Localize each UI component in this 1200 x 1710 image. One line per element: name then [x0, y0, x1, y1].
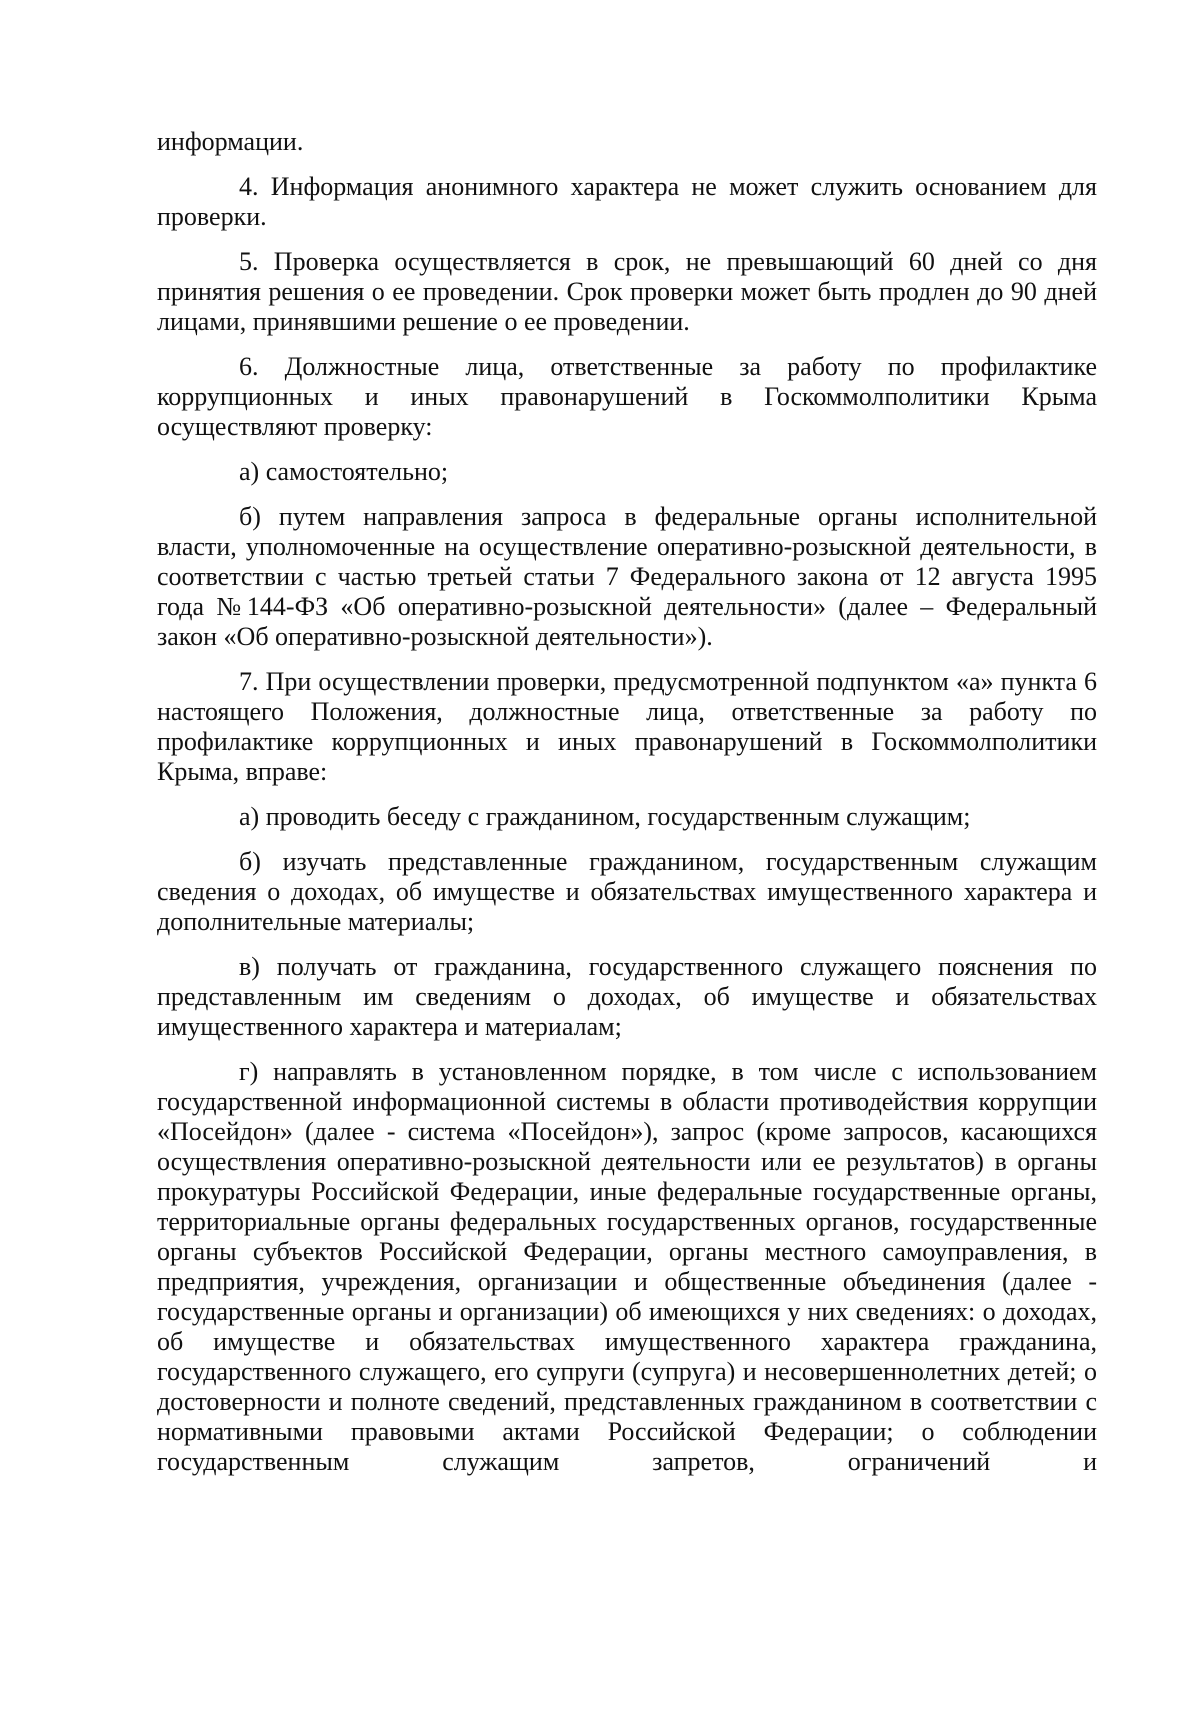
paragraph-item-7: 7. При осуществлении проверки, предусмотренной подпунктом «а» пункта 6 настоящего Положения, должностные лица, ответственные за работу по профилактике коррупционных и иных правонарушений в Госкоммолполитики Крыма, вправе: — [157, 667, 1097, 786]
paragraph-item-4: 4. Информация анонимного характера не может служить основанием для проверки. — [157, 172, 1097, 231]
paragraph-item-7v: в) получать от гражданина, государственного служащего пояснения по представленным им сведениям о доходах, об имуществе и обязательствах имущественного характера и материалам; — [157, 952, 1097, 1041]
paragraph-item-6: 6. Должностные лица, ответственные за работу по профилактике коррупционных и иных правонарушений в Госкоммолполитики Крыма осуществляют проверку: — [157, 352, 1097, 441]
paragraph-item-7g: г) направлять в установленном порядке, в том числе с использованием государственной информационной системы в области противодействия коррупции «Посейдон» (далее - система «Посейдон»), запрос (кроме запросов, касающихся осуществления оперативно-розыскной деятельности или ее результатов) в органы прокуратуры Российской Федерации, иные федеральные государственные органы, территориальные органы федеральных государственных органов, государственные органы субъектов Российской Федерации, органы местного самоуправления, в предприятия, учреждения, организации и общественные объединения (далее - государственные органы и организации) об имеющихся у них сведениях: о доходах, об имуществе и обязательствах имущественного характера гражданина, государственного служащего, его супруги (супруга) и несовершеннолетних детей; о достоверности и полноте сведений, представленных гражданином в соответствии с нормативными правовыми актами Российской Федерации; о соблюдении государственным служащим запретов, ограничений и — [157, 1057, 1097, 1476]
document-body — [157, 127, 1097, 1477]
paragraph-item-6b: б) путем направления запроса в федеральные органы исполнительной власти, уполномоченные на осуществление оперативно-розыскной деятельности, в соответствии с частью третьей статьи 7 Федерального закона от 12 августа 1995 года №144-ФЗ «Об оперативно-розыскной деятельности» (далее – Федеральный закон «Об оперативно-розыскной деятельности»). — [157, 502, 1097, 651]
paragraph-item-7b: б) изучать представленные гражданином, государственным служащим сведения о доходах, об имуществе и обязательствах имущественного характера и дополнительные материалы; — [157, 847, 1097, 936]
paragraph-item-7a: а) проводить беседу с гражданином, государственным служащим; — [239, 802, 971, 831]
paragraph-item-5: 5. Проверка осуществляется в срок, не превышающий 60 дней со дня принятия решения о ее проведении. Срок проверки может быть продлен до 90 дней лицами, принявшими решение о ее проведении. — [157, 247, 1097, 336]
paragraph-continuation: информации. — [157, 127, 304, 156]
paragraph-item-6a: а) самостоятельно; — [239, 457, 449, 486]
